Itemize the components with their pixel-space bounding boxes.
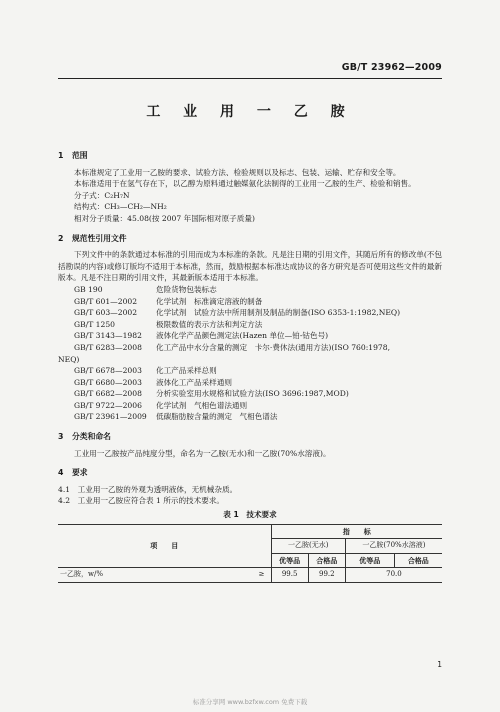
grade-header: 合格品 xyxy=(394,553,442,568)
reference-code: GB/T 6680—2003 xyxy=(74,377,142,387)
reference-item xyxy=(58,319,442,331)
reference-code: GB/T 6283—2008 xyxy=(74,342,142,352)
molecular-formula: 分子式：C₂H₇N xyxy=(74,190,130,200)
scope-paragraph-1: 本标准规定了工业用一乙胺的要求、试验方法、检验规则以及标志、包装、运输、贮存和安全等。 xyxy=(74,167,401,177)
cell-value: 99.5 xyxy=(271,568,308,583)
reference-item xyxy=(58,330,442,342)
reference-item xyxy=(58,411,442,423)
reference-item xyxy=(58,342,442,354)
reference-item xyxy=(58,296,442,308)
section-heading-3 xyxy=(58,431,442,443)
reference-code: GB/T 6682—2008 xyxy=(74,389,142,399)
scope-paragraph-2: 本标准适用于在氢气存在下，以乙醇为原料通过触媒氨化法制得的工业用一乙胺的生产、检验和销售。 xyxy=(74,179,416,189)
group-header-anhydrous: 一乙胺(无水) xyxy=(271,539,345,554)
column-header-index: 指 标 xyxy=(271,524,442,539)
reference-code: GB/T 601—2002 xyxy=(74,296,138,306)
reference-title: 液体化工产品采样通则 xyxy=(156,377,232,387)
reference-title: 极限数值的表示方法和判定方法 xyxy=(156,319,263,329)
section-number: 4 xyxy=(58,468,64,478)
document-body xyxy=(58,150,442,583)
grade-header: 优等品 xyxy=(271,553,308,568)
grade-header: 合格品 xyxy=(308,553,345,568)
cell-value: 70.0 xyxy=(345,568,442,583)
section-heading-1 xyxy=(58,150,442,162)
footer-watermark: 标准分享网 www.bzfxw.com 免费下载 xyxy=(192,698,308,706)
section-number: 1 xyxy=(58,151,64,160)
section-number: 3 xyxy=(58,432,64,442)
grade-header: 优等品 xyxy=(345,553,394,568)
reference-title: 低碳脂肪胺含量的测定 气相色谱法 xyxy=(156,412,278,422)
section-title: 范围 xyxy=(72,151,88,160)
reference-title: 化工产品采样总则 xyxy=(156,366,217,376)
clause-4-2: 4.2 工业用一乙胺应符合表 1 所示的技术要求。 xyxy=(58,496,225,506)
reference-item xyxy=(58,307,442,319)
reference-title: 化学试剂 气相色谱法通则 xyxy=(156,400,248,410)
reference-code: GB/T 3143—1982 xyxy=(74,331,142,341)
reference-title: 化学试剂 试验方法中所用制剂及制品的制备(ISO 6353-1:1982,NEQ) xyxy=(156,308,401,318)
section-heading-2 xyxy=(58,233,442,245)
section-number: 2 xyxy=(58,233,64,243)
reference-code: GB/T 1250 xyxy=(74,319,116,329)
document-title: 工 业 用 一 乙 胺 xyxy=(146,104,354,120)
column-header-item: 项 目 xyxy=(58,524,271,568)
section-title: 分类和命名 xyxy=(72,432,111,442)
classification-text: 工业用一乙胺按产品纯度分型，命名为一乙胺(无水)和一乙胺(70%水溶液)。 xyxy=(74,448,331,458)
reference-item xyxy=(58,377,442,389)
reference-title: 危险货物包装标志 xyxy=(156,284,217,294)
reference-item xyxy=(58,365,442,377)
reference-title: 化学试剂 标准滴定溶液的制备 xyxy=(156,296,263,306)
section-title: 规范性引用文件 xyxy=(72,233,127,243)
section-title: 要求 xyxy=(72,468,88,478)
group-header-aqueous: 一乙胺(70%水溶液) xyxy=(345,539,442,554)
clause-4-1: 4.1 工业用一乙胺的外观为透明液体，无机械杂质。 xyxy=(58,484,238,494)
reference-code: GB/T 603—2002 xyxy=(74,308,138,318)
standard-code: GB/T 23962—2009 xyxy=(341,62,442,73)
molecular-mass: 相对分子质量：45.08(按 2007 年国际相对原子质量) xyxy=(74,213,255,223)
header-rule xyxy=(58,78,442,79)
section-heading-4 xyxy=(58,467,442,479)
page-number: 1 xyxy=(437,660,442,669)
structural-formula: 结构式：CH₃—CH₂—NH₂ xyxy=(74,202,167,212)
row-operator: ≥ xyxy=(253,568,272,583)
reference-title: 液体化学产品颜色测定法(Hazen 单位—铂-钴色号) xyxy=(156,331,329,341)
reference-continuation: NEQ) xyxy=(58,354,80,364)
specification-table xyxy=(58,524,442,583)
references-intro: 下列文件中的条款通过本标准的引用而成为本标准的条款。凡是注日期的引用文件，其随后所有的修改单(不包括勘误的内容)或修订版均不适用于本标准，然而，鼓励根据本标准达成协议的各方研究是否可使用这些文件的最新版本。凡是不注日期的引用文件，其最新版本适用于本标准。 xyxy=(58,250,442,283)
reference-code: GB 190 xyxy=(74,284,103,294)
reference-code: GB/T 6678—2003 xyxy=(74,366,142,376)
table-row xyxy=(58,568,442,583)
row-item: 一乙胺，w/% xyxy=(58,568,253,583)
reference-code: GB/T 9722—2006 xyxy=(74,400,142,410)
reference-item xyxy=(58,388,442,400)
reference-title: 分析实验室用水规格和试验方法(ISO 3696:1987,MOD) xyxy=(156,389,349,399)
cell-value: 99.2 xyxy=(308,568,345,583)
reference-item xyxy=(58,400,442,412)
table-caption: 表 1 技术要求 xyxy=(223,510,277,520)
table-header-row xyxy=(58,524,442,539)
reference-title: 化工产品中水分含量的测定 卡尔·费休法(通用方法)(ISO 760:1978, xyxy=(156,342,390,352)
reference-item xyxy=(58,284,442,296)
reference-code: GB/T 23961—2009 xyxy=(74,412,147,422)
